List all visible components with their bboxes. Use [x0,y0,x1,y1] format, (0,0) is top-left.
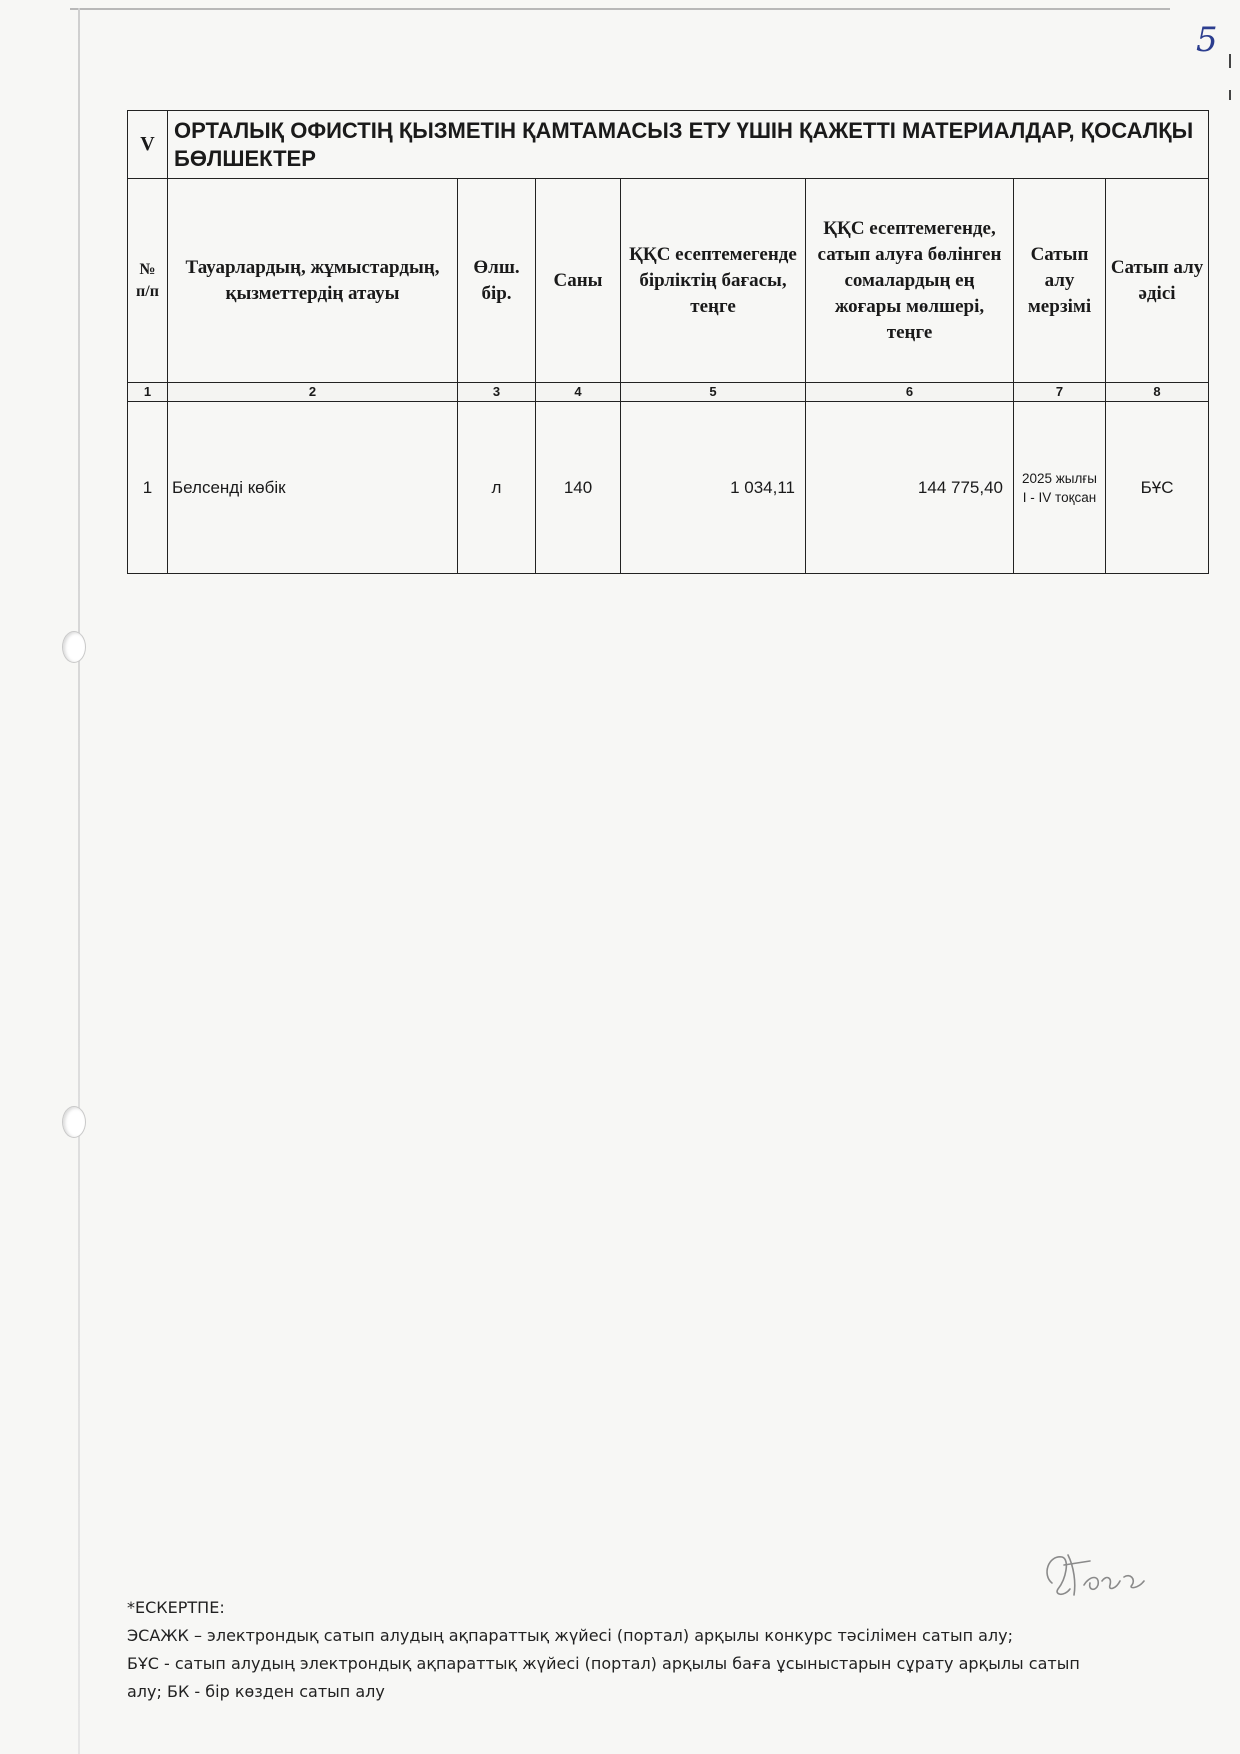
row-item-name: Белсенді көбік [168,402,458,574]
section-row [128,111,1209,179]
row-procurement-term [1014,402,1106,574]
header-procurement-term: Сатып алу мерзімі [1014,179,1106,383]
row-unit-price: 1 034,11 [621,402,806,574]
header-procurement-method: Сатып алу әдісі [1106,179,1209,383]
row-unit: л [458,402,536,574]
footnote-esazhk: ЭСАЖК – электрондық сатып алудың ақпараттық жүйесі (портал) арқылы конкурс тәсілімен сатып алу; [127,1626,1014,1645]
column-number: 2 [168,383,458,402]
header-unit: Өлш. бір. [458,179,536,383]
footnote-bk: алу; БК - бір көзден сатып алу [127,1682,385,1701]
procurement-table [127,110,1209,574]
section-title: ОРТАЛЫҚ ОФИСТІҢ ҚЫЗМЕТІН ҚАМТАМАСЫЗ ЕТУ ҮШІН ҚАЖЕТТІ МАТЕРИАЛДАР, ҚОСАЛҚЫ БӨЛШЕКТЕР [168,111,1209,179]
term-quarters: I - IV тоқсан [1022,489,1097,505]
row-total-amount: 144 775,40 [806,402,1014,574]
page-edge-top [70,8,1170,10]
header-row [128,179,1209,383]
header-name: Тауарлардың, жұмыстардың, қызметтердің атауы [168,179,458,383]
punch-hole-lower [62,1106,86,1138]
row-quantity: 140 [536,402,621,574]
row-number: 1 [128,402,168,574]
table-row [128,402,1209,574]
footnote-title: *ЕСКЕРТПЕ: [127,1598,225,1617]
section-number: V [128,111,168,179]
term-year: 2025 жылғы [1021,470,1098,486]
column-number-row [128,383,1209,402]
header-unit-price: ҚҚС есептемегенде бірліктің бағасы, теңге [621,179,806,383]
margin-mark [1229,54,1231,68]
column-number: 6 [806,383,1014,402]
column-number: 8 [1106,383,1209,402]
page-edge-left [78,8,80,1754]
header-quantity: Саны [536,179,621,383]
header-number: № п/п [128,179,168,383]
margin-mark [1229,90,1231,100]
row-procurement-method: БҰС [1106,402,1209,574]
column-number: 3 [458,383,536,402]
header-total-amount: ҚҚС есептемегенде, сатып алуға бөлінген сомалардың ең жоғары мөлшері, теңге [806,179,1014,383]
column-number: 1 [128,383,168,402]
footnotes [127,1594,1127,1706]
column-number: 5 [621,383,806,402]
footnote-bus: БҰС - сатып алудың электрондық ақпараттық жүйесі (портал) арқылы баға ұсыныстарын сұрату арқылы сатып [127,1654,1080,1673]
handwritten-page-number: 5 [1196,20,1218,60]
column-number: 7 [1014,383,1106,402]
punch-hole-upper [62,631,86,663]
column-number: 4 [536,383,621,402]
